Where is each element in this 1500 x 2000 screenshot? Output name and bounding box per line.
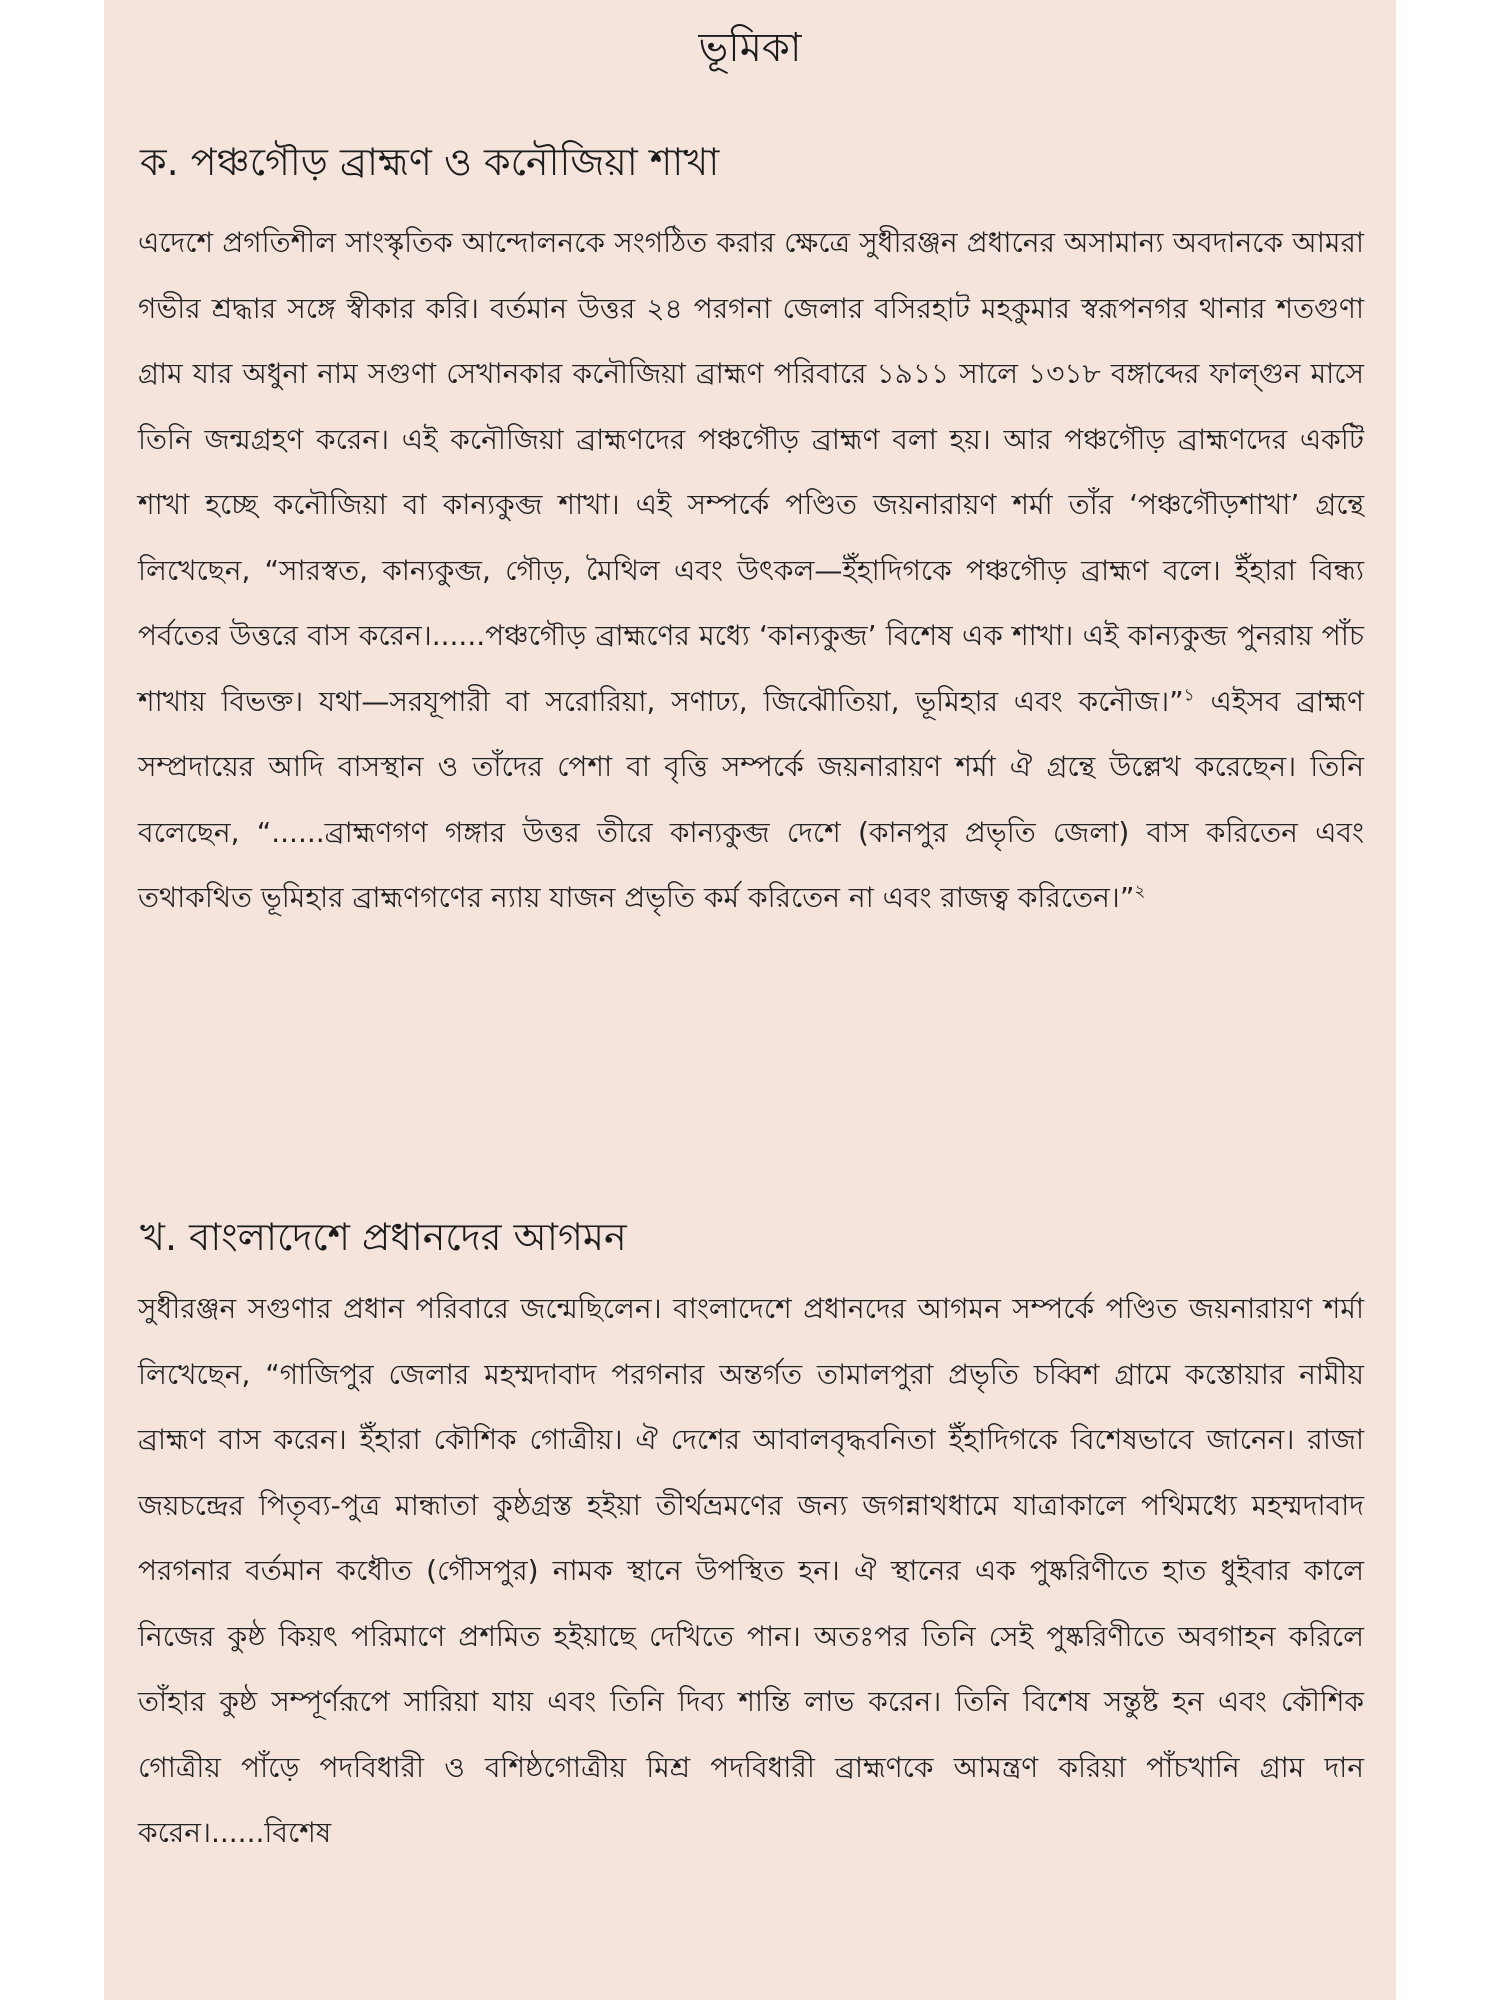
section-heading-ka: ক. পঞ্চগৌড় ব্রাহ্মণ ও কনৌজিয়া শাখা (140, 140, 720, 184)
paragraph-kha: সুধীরঞ্জন সগুণার প্রধান পরিবারে জন্মেছিলেন। বাংলাদেশে প্রধানদের আগমন সম্পর্কে পণ্ডিত জয়নারায়ণ শর্মা লিখেছেন, “গাজিপুর জেলার মহম্মদাবাদ পরগনার অন্তর্গত তামালপুরা প্রভৃতি চব্বিশ গ্রামে কস্তোয়ার নামীয় ব্রাহ্মণ বাস করেন। ইঁহারা কৌশিক গোত্রীয়। ঐ দেশের আবালবৃদ্ধবনিতা ইঁহাদিগকে বিশেষভাবে জানেন। রাজা জয়চন্দ্রের পিতৃব্য-পুত্র মান্ধাতা কুষ্ঠগ্রস্ত হইয়া তীর্থভ্রমণের জন্য জগন্নাথধামে যাত্রাকালে পথিমধ্যে মহম্মদাবাদ পরগনার বর্তমান কধৌত (গৌসপুর) নামক স্থানে উপস্থিত হন। ঐ স্থানের এক পুষ্করিণীতে হাত ধুইবার কালে নিজের কুষ্ঠ কিয়ৎ পরিমাণে প্রশমিত হইয়াছে দেখিতে পান। অতঃপর তিনি সেই পুষ্করিণীতে অবগাহন করিলে তাঁহার কুষ্ঠ সম্পূর্ণরূপে সারিয়া যায় এবং তিনি দিব্য শান্তি লাভ করেন। তিনি বিশেষ সন্তুষ্ট হন এবং কৌশিক গোত্রীয় পাঁড়ে পদবিধারী ও বশিষ্ঠগোত্রীয় মিশ্র পদবিধারী ব্রাহ্মণকে আমন্ত্রণ করিয়া পাঁচখানি গ্রাম দান করেন।......বিশেষ (138, 1292, 1364, 1849)
footnote-marker-1: ১ (1183, 685, 1195, 706)
footnote-marker-2: ২ (1134, 881, 1146, 902)
paragraph-ka-text-2: এইসব ব্রাহ্মণ সম্প্রদায়ের আদি বাসস্থান ও তাঁদের পেশা বা বৃত্তি সম্পর্কে জয়নারায়ণ শর্মা ঐ গ্রন্থে উল্লেখ করেছেন। তিনি বলেছেন, “......ব্রাহ্মণগণ গঙ্গার উত্তর তীরে কান্যকুব্জ দেশে (কানপুর প্রভৃতি জেলা) বাস করিতেন এবং তথাকথিত ভূমিহার ব্রাহ্মণগণের ন্যায় যাজন প্রভৃতি কর্ম করিতেন না এবং রাজত্ব করিতেন।” (138, 684, 1364, 914)
book-page (104, 0, 1396, 2000)
section-heading-kha: খ. বাংলাদেশে প্রধানদের আগমন (140, 1215, 627, 1259)
page-title: ভূমিকা (698, 25, 802, 71)
paragraph-ka-text-1: এদেশে প্রগতিশীল সাংস্কৃতিক আন্দোলনকে সংগঠিত করার ক্ষেত্রে সুধীরঞ্জন প্রধানের অসামান্য অবদানকে আমরা গভীর শ্রদ্ধার সঙ্গে স্বীকার করি। বর্তমান উত্তর ২৪ পরগনা জেলার বসিরহাট মহকুমার স্বরূপনগর থানার শতগুণা গ্রাম যার অধুনা নাম সগুণা সেখানকার কনৌজিয়া ব্রাহ্মণ পরিবারে ১৯১১ সালে ১৩১৮ বঙ্গাব্দের ফাল্গুন মাসে তিনি জন্মগ্রহণ করেন। এই কনৌজিয়া ব্রাহ্মণদের পঞ্চগৌড় ব্রাহ্মণ বলা হয়। আর পঞ্চগৌড় ব্রাহ্মণদের একটি শাখা হচ্ছে কনৌজিয়া বা কান্যকুব্জ শাখা। এই সম্পর্কে পণ্ডিত জয়নারায়ণ শর্মা তাঁর ‘পঞ্চগৌড়শাখা’ গ্রন্থে লিখেছেন, “সারস্বত, কান্যকুব্জ, গৌড়, মৈথিল এবং উৎকল—ইঁহাদিগকে পঞ্চগৌড় ব্রাহ্মণ বলে। ইঁহারা বিন্ধ্য পর্বতের উত্তরে বাস করেন।......পঞ্চগৌড় ব্রাহ্মণের মধ্যে ‘কান্যকুব্জ’ বিশেষ এক শাখা। এই কান্যকুব্জ পুনরায় পাঁচ শাখায় বিভক্ত। যথা—সরযূপারী বা সরোরিয়া, সণাঢ্য, জিঝৌতিয়া, ভূমিহার এবং কনৌজ।” (138, 226, 1364, 718)
paragraph-ka (138, 210, 1364, 931)
